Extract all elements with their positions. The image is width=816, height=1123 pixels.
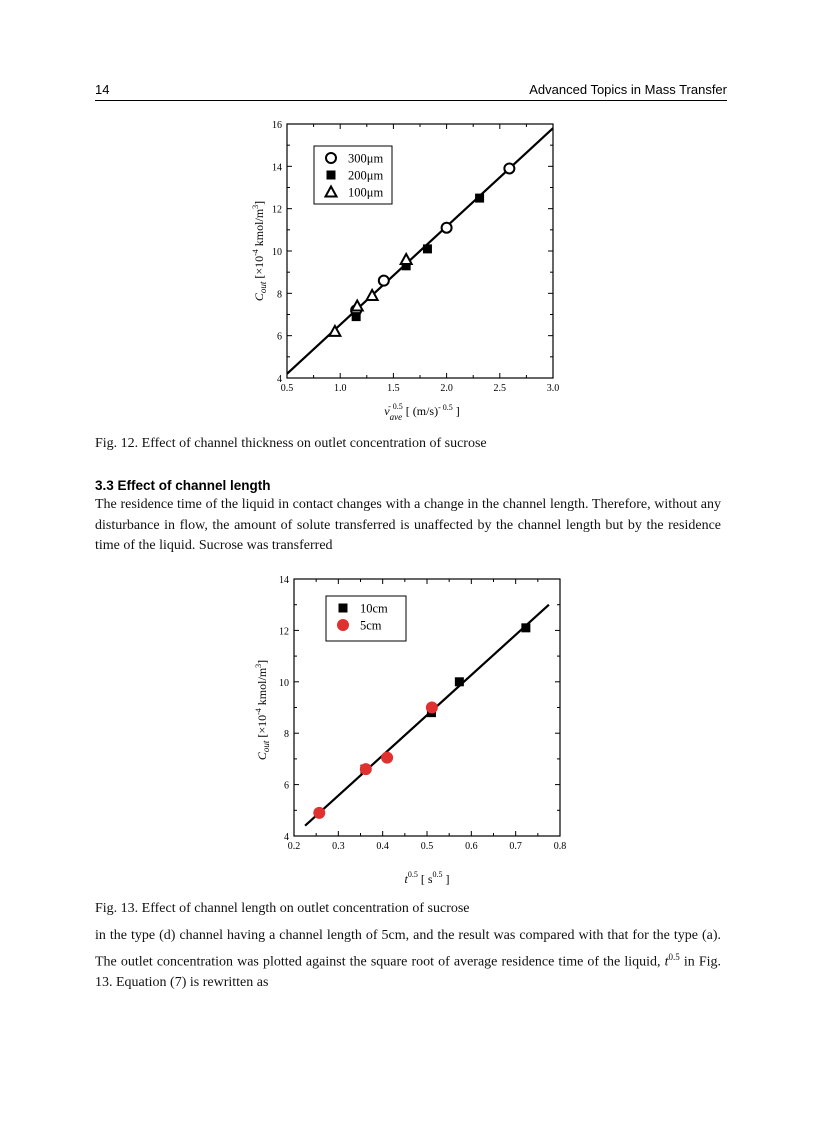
fig12-x-tick-label: 2.5 [493,383,507,394]
running-title: Advanced Topics in Mass Transfer [529,82,727,97]
page-number: 14 [95,82,110,97]
fig13-data-point [521,623,530,632]
paragraph-2-after: in Fig. 13. Equation (7) is rewritten as [95,954,721,990]
fig13-legend [326,596,406,641]
figure-12 [230,112,580,437]
fig13-y-axis-label: $C_{out}$ [$\times 10^{-4}$ kmol/$m^3$] [254,659,271,761]
fig12-y-tick-label: 4 [277,374,282,385]
fig12-data-point [352,312,361,321]
fig12-legend-label: 200μm [348,168,384,183]
t-exponent: 0.5 [668,951,680,962]
fig13-legend-marker [339,604,348,613]
fig13-x-tick-label: 0.7 [509,841,522,852]
fig12-legend [314,146,392,204]
fig13-x-tick-label: 0.4 [376,841,389,852]
fig13-legend-marker [338,620,349,631]
figure-12-chart [230,112,580,437]
fig13-data-point [314,807,325,818]
fig13-y-tick-label: 14 [279,575,289,586]
fig13-data-point [426,702,437,713]
fig13-data-point [382,752,393,763]
fig12-y-tick-label: 8 [277,289,282,301]
section-paragraph [95,495,721,557]
section-heading: 3.3 Effect of channel length [95,478,271,493]
fig13-y-tick-label: 12 [279,626,289,638]
fig13-x-tick-label: 0.6 [465,841,478,852]
fig13-x-tick-label: 0.5 [420,841,434,852]
fig13-y-tick-label: 10 [279,677,289,689]
fig13-x-axis-label: $t^{0.5}$ [ $s^{0.5}$ ] [404,870,450,886]
fig13-data-point [455,677,464,686]
figure-13-chart [240,568,580,898]
fig12-x-tick-label: 1.5 [387,383,400,394]
fig12-x-tick-label: 3.0 [546,383,560,394]
fig12-y-tick-label: 16 [272,120,282,131]
fig13-y-tick-label: 4 [284,832,289,843]
fig12-data-point [442,223,452,233]
fig13-data-point [360,764,371,775]
fig12-data-point [379,276,389,286]
paragraph-2-text [95,926,721,993]
figure-12-caption: Fig. 12. Effect of channel thickness on outlet concentration of sucrose [95,436,487,451]
fig13-y-tick-label: 8 [284,729,289,741]
paragraph-2 [95,926,721,993]
figure-13-caption: Fig. 13. Effect of channel length on outlet concentration of sucrose [95,901,470,916]
fig12-legend-marker [327,171,336,180]
fig12-data-point [423,244,432,253]
fig13-legend-label: 5cm [360,618,382,633]
section-paragraph-text: The residence time of the liquid in contact changes with a change in the channel length. Therefore, without any disturbance in flow, the amount of solute transferred is unaffected by the channel length but by the residence time of the liquid. Sucrose was transferred [95,497,721,553]
fig12-y-tick-label: 6 [277,331,282,343]
fig12-y-tick-label: 14 [272,162,282,174]
fig12-data-point [475,194,484,203]
fig13-y-tick-label: 6 [284,780,289,792]
fig12-x-tick-label: 0.5 [280,383,294,394]
fig12-y-tick-label: 12 [272,204,282,216]
fig12-legend-marker [326,153,336,163]
fig12-x-tick-label: 2.0 [440,383,453,394]
figure-13 [240,568,580,898]
fig13-x-tick-label: 0.2 [287,841,301,852]
fig13-x-tick-label: 0.8 [553,841,567,852]
fig12-legend-label: 300μm [348,151,384,166]
fig12-series-2 [352,194,484,322]
fig12-y-axis-label: $C_{out}$ [$\times 10^{-4}$ kmol/$m^3$] [251,200,268,302]
fig13-x-tick-label: 0.3 [332,841,345,852]
page-header [95,80,727,101]
fig12-x-tick-label: 1.0 [333,383,347,394]
fig12-data-point [352,301,363,311]
fig13-legend-label: 10cm [360,601,388,616]
fig12-x-axis-label: $v_{ave}-$ 0.5 [ $(m/s)^{- 0.5}$ ] [384,402,460,422]
fig12-data-point [401,254,412,264]
paragraph-2-before: in the type (d) channel having a channel length of 5cm, and the result was compared with that for the type (a). The outlet concentration was plotted against the square root of average residence time of the liquid, [95,928,721,970]
fig12-y-tick-label: 10 [272,247,282,258]
fig12-data-point [504,163,514,173]
fig12-legend-label: 100μm [348,185,384,200]
t-symbol: t [664,954,669,970]
